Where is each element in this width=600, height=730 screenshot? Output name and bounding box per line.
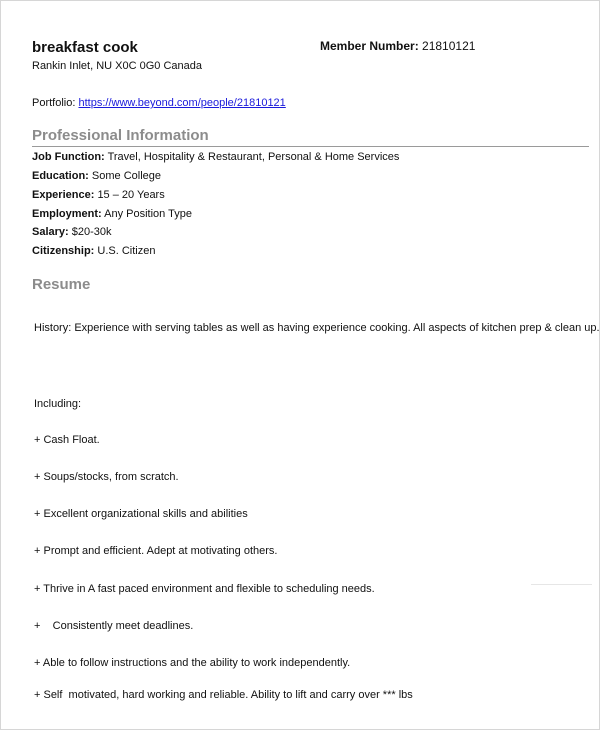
resume-bullet: + Thrive in A fast paced environment and flexible to scheduling needs.: [34, 583, 375, 595]
info-row-experience: [32, 189, 165, 201]
info-label: Employment:: [32, 208, 102, 220]
faint-divider: [531, 584, 592, 585]
resume-heading: Resume: [32, 276, 91, 293]
resume-including: Including:: [34, 398, 82, 410]
info-row-job-function: [32, 151, 399, 163]
page-title: breakfast cook: [32, 39, 138, 56]
resume-bullet: + Self motivated, hard working and reliable. Ability to lift and carry over *** lbs: [34, 689, 413, 701]
member-number-label: Member Number:: [320, 39, 419, 53]
info-value: Travel, Hospitality & Restaurant, Personal & Home Services: [107, 151, 400, 163]
info-label: Citizenship:: [32, 245, 95, 257]
info-value: $20-30k: [71, 226, 112, 238]
info-row-citizenship: [32, 245, 155, 257]
info-row-salary: [32, 226, 112, 238]
info-row-employment: [32, 208, 192, 220]
portfolio-label: Portfolio:: [32, 97, 76, 109]
portfolio-link[interactable]: https://www.beyond.com/people/21810121: [78, 97, 286, 109]
professional-info-heading: Professional Information: [32, 127, 209, 144]
info-value: 15 – 20 Years: [97, 189, 165, 201]
info-value: U.S. Citizen: [97, 245, 156, 257]
member-number: [320, 39, 475, 53]
info-label: Experience:: [32, 189, 95, 201]
portfolio: [32, 97, 286, 109]
info-value: Any Position Type: [104, 208, 192, 220]
resume-bullet: + Cash Float.: [34, 434, 100, 446]
info-value: Some College: [91, 170, 161, 182]
resume-bullet: + Consistently meet deadlines.: [34, 620, 194, 632]
info-row-education: [32, 170, 161, 182]
resume-bullet: + Soups/stocks, from scratch.: [34, 471, 179, 483]
resume-bullet: + Able to follow instructions and the ability to work independently.: [34, 657, 351, 669]
section-divider: [32, 146, 589, 147]
resume-bullet: + Prompt and efficient. Adept at motivating others.: [34, 545, 278, 557]
info-label: Education:: [32, 170, 89, 182]
address: Rankin Inlet, NU X0C 0G0 Canada: [32, 60, 202, 72]
resume-history: History: Experience with serving tables as well as having experience cooking. All aspects of kitchen prep & clean up.: [34, 322, 600, 334]
resume-bullet: + Excellent organizational skills and abilities: [34, 508, 248, 520]
member-number-value: 21810121: [422, 39, 476, 53]
info-label: Job Function:: [32, 151, 105, 163]
info-label: Salary:: [32, 226, 69, 238]
